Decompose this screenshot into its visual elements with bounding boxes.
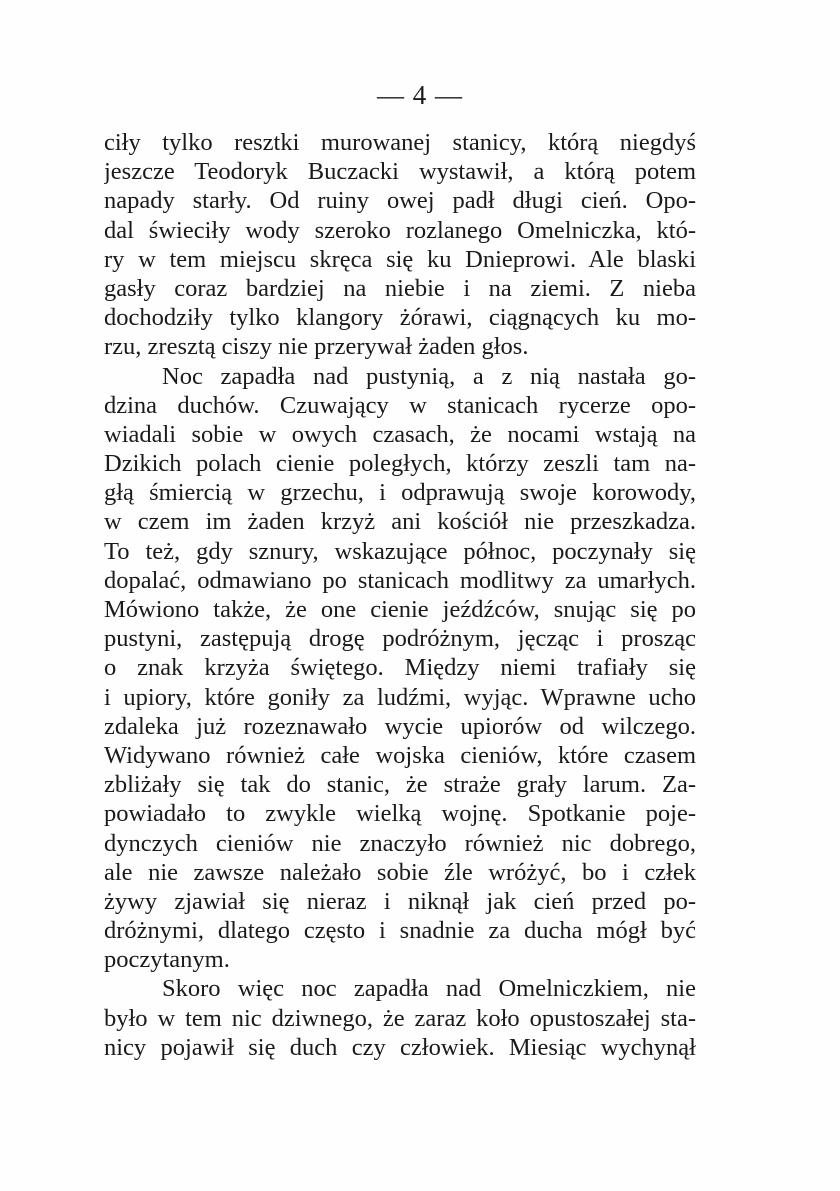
text-line: zbliżały się tak do stanic, że straże grały larum. Za-	[104, 771, 696, 799]
text-line: Widywano również całe wojska cieniów, które czasem	[104, 741, 696, 769]
text-line: i upiory, które goniły za ludźmi, wyjąc. Wprawne ucho	[104, 683, 696, 711]
text-line: dopalać, odmawiano po stanicach modlitwy za umarłych.	[104, 566, 696, 594]
text-line: głą śmiercią w grzechu, i odprawują swoje korowody,	[104, 479, 696, 507]
text-line: dzina duchów. Czuwający w stanicach rycerze opo-	[104, 391, 696, 419]
text-line: rzu, zresztą ciszy nie przerywał żaden głos.	[104, 333, 529, 361]
text-line: napady starły. Od ruiny owej padł długi cień. Opo-	[104, 187, 696, 215]
text-line: ry w tem miejscu skręca się ku Dnieprowi. Ale blaski	[104, 245, 696, 273]
text-line: dal świeciły wody szeroko rozlanego Omelniczka, któ-	[104, 216, 696, 244]
text-line: gasły coraz bardziej na niebie i na ziemi. Z nieba	[104, 274, 696, 302]
text-line: o znak krzyża świętego. Między niemi trafiały się	[104, 654, 696, 682]
text-line: Dzikich polach cienie poległych, którzy zeszli tam na-	[104, 450, 696, 478]
text-line: wiadali sobie w owych czasach, że nocami wstają na	[104, 420, 696, 448]
text-line: dynczych cieniów nie znaczyło również nic dobrego,	[104, 829, 696, 857]
text-line: zdaleka już rozeznawało wycie upiorów od wilczego.	[104, 712, 696, 740]
body-text	[104, 128, 696, 1062]
text-line: powiadało to zwykle wielką wojnę. Spotkanie poje-	[104, 800, 696, 828]
text-line: dochodziły tylko klangory żórawi, ciągnących ku mo-	[104, 304, 696, 332]
text-line: pustyni, zastępują drogę podróżnym, jęcząc i prosząc	[104, 625, 696, 653]
page-number: — 4 —	[377, 80, 463, 110]
text-line: żywy zjawiał się nieraz i niknął jak cień przed po-	[104, 887, 696, 915]
text-line: ciły tylko resztki murowanej stanicy, którą niegdyś	[104, 129, 696, 156]
text-line: jeszcze Teodoryk Buczacki wystawił, a którą potem	[104, 158, 696, 186]
text-line: ale nie zawsze należało sobie źle wróżyć, bo i człek	[104, 858, 696, 886]
text-line: nicy pojawił się duch czy człowiek. Miesiąc wychynął	[104, 1033, 696, 1061]
text-line: Mówiono także, że one cienie jeźdźców, snując się po	[104, 596, 696, 623]
text-line: poczytanym.	[104, 946, 230, 974]
text-line: To też, gdy sznury, wskazujące północ, poczynały się	[104, 537, 696, 565]
text-line: Skoro więc noc zapadła nad Omelniczkiem, nie	[162, 975, 696, 1003]
text-line: było w tem nic dziwnego, że zaraz koło opustoszałej sta-	[104, 1004, 696, 1032]
text-line: Noc zapadła nad pustynią, a z nią nastała go-	[162, 362, 696, 390]
text-line: w czem im żaden krzyż ani kościół nie przeszkadza.	[104, 508, 696, 536]
text-line: dróżnymi, dlatego często i snadnie za ducha mógł być	[104, 917, 696, 945]
